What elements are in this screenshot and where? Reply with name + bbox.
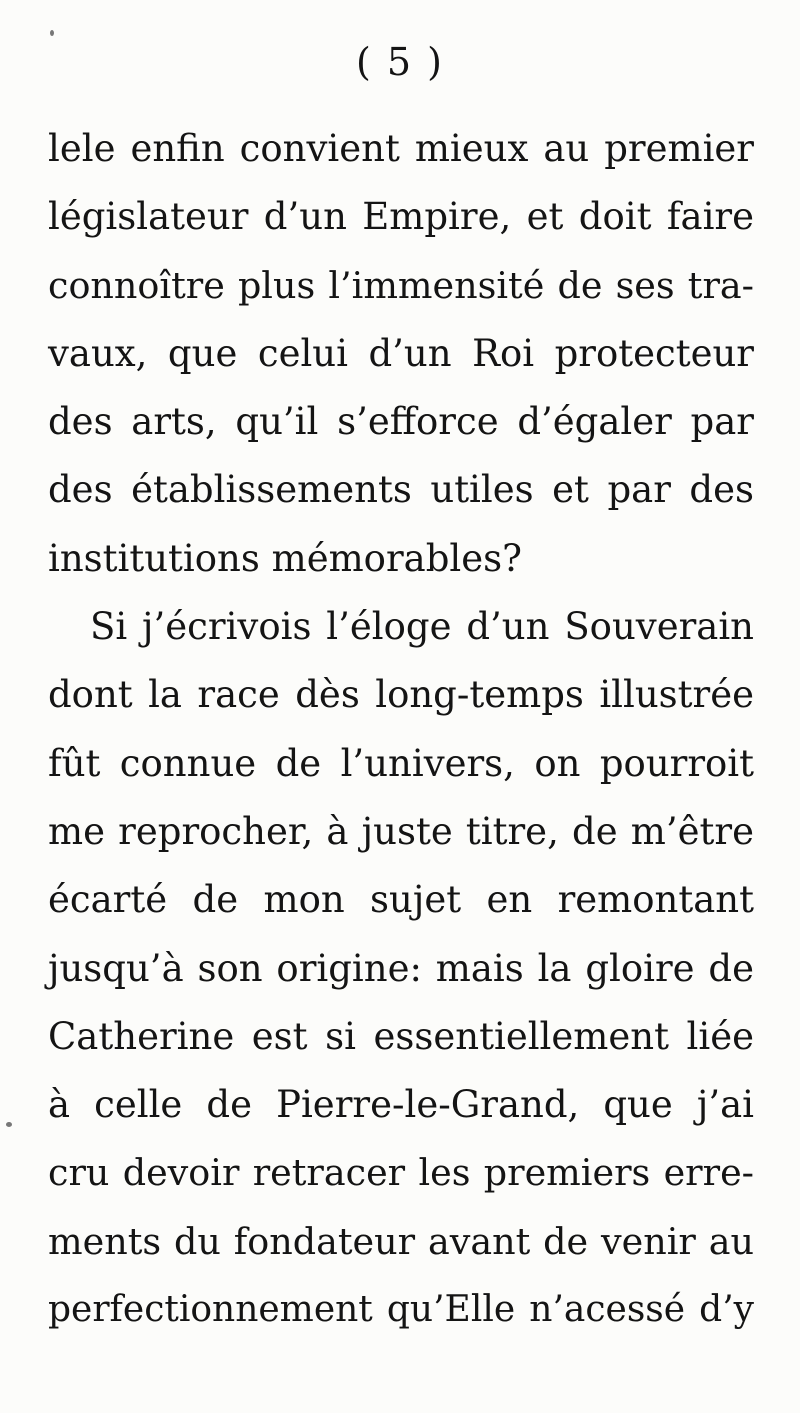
text-line: des arts, qu’il s’efforce d’égaler par [48, 400, 754, 444]
text-line: à celle de Pierre-le-Grand, que j’ai [48, 1083, 754, 1127]
text-line: législateur d’un Empire, et doit faire [48, 195, 754, 239]
text-line: dont la race dès long-temps illustrée [48, 673, 754, 717]
text-line: des établissements utiles et par des [48, 468, 754, 512]
text-line: Si j’écrivois l’éloge d’un Souverain [90, 605, 754, 649]
text-line: institutions mémorables? [48, 536, 522, 580]
text-line: perfectionnement qu’Elle n’acessé d’y [48, 1289, 754, 1331]
text-line: connoître plus l’immensité de ses tra- [48, 263, 754, 307]
body-text [48, 115, 754, 1413]
text-line: lele enfin convient mieux au premier [48, 127, 754, 170]
text-line: fût connue de l’univers, on pourroit [48, 741, 754, 785]
ink-speck [50, 30, 54, 36]
text-line: cru devoir retracer les premiers erre- [48, 1151, 754, 1195]
text-line: Catherine est si essentiellement liée [48, 1014, 754, 1058]
text-line: me reprocher, à juste titre, de m’être [48, 809, 754, 853]
ink-speck [6, 1122, 12, 1127]
text-line [48, 1344, 754, 1412]
text-line: jusqu’à son origine: mais la gloire de [48, 946, 754, 990]
page-number: ( 5 ) [356, 40, 444, 84]
paragraph [48, 593, 754, 1413]
text-line: écarté de mon sujet en remontant [48, 878, 754, 922]
text-line: ments du fondateur avant de venir au [48, 1219, 754, 1263]
text-line: vaux, que celui d’un Roi protecteur [48, 331, 754, 375]
paragraph [48, 115, 754, 593]
